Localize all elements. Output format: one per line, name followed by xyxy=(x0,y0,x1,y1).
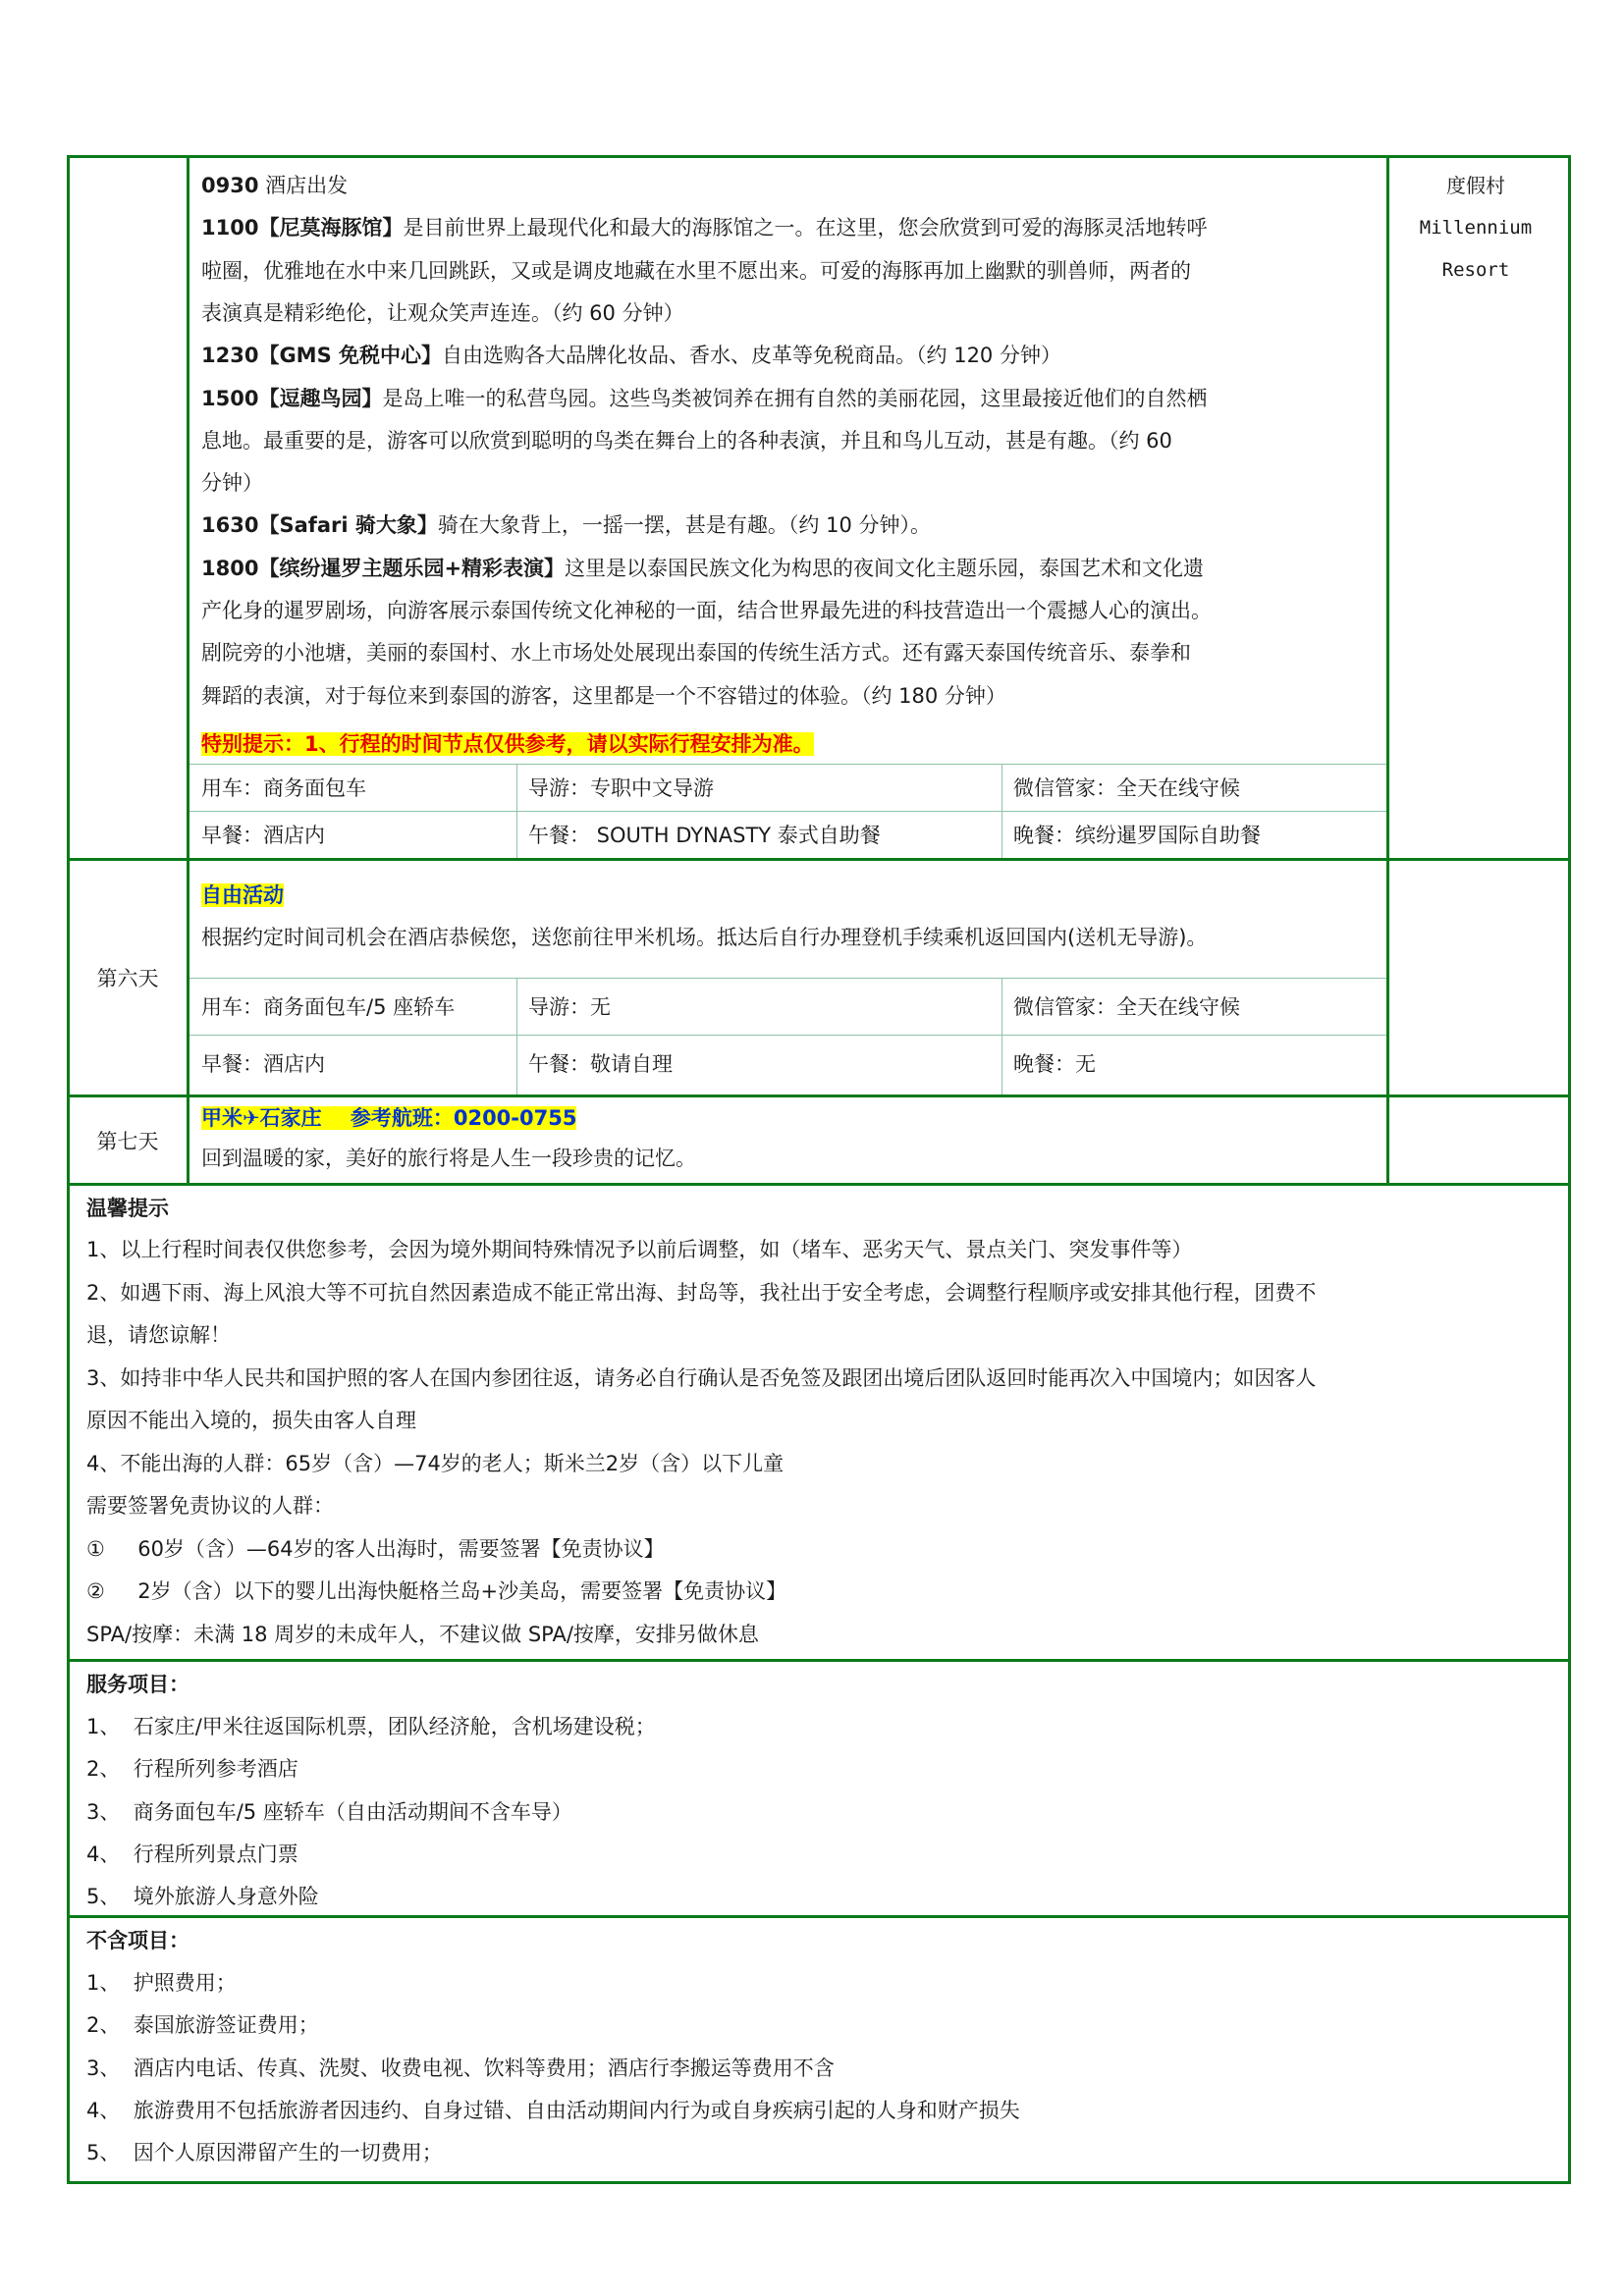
day6-desc: 根据约定时间司机会在酒店恭候您，送您前往甲米机场。抵达后自行办理登机手续乘机返回国内(送机无导游)。 xyxy=(201,926,1208,949)
itinerary-line xyxy=(201,469,263,497)
grid-line xyxy=(516,978,517,1095)
day6-car: 用车：商务面包车/5 座轿车 xyxy=(201,995,456,1019)
row-divider xyxy=(67,1095,1571,1097)
day5-dinner: 晚餐：缤纷暹罗国际自助餐 xyxy=(1013,824,1261,847)
service-line: 1、 石家庄/甲米往返国际机票，团队经济舱，含机场建设税； xyxy=(86,1715,656,1738)
day6-title xyxy=(201,881,284,909)
grid-line xyxy=(189,811,1386,812)
itinerary-text: 酒店出发 xyxy=(258,174,349,197)
itinerary-text: 剧院旁的小池塘，美丽的泰国村、水上市场处处展现出泰国的传统生活方式。还有露天泰国传统音乐、泰拳和 xyxy=(201,641,1191,666)
row-divider xyxy=(67,1915,1571,1918)
row-divider xyxy=(67,1183,1571,1186)
day5-breakfast: 早餐：酒店内 xyxy=(201,824,325,847)
col-divider xyxy=(187,155,189,1183)
tips-line: 2、如遇下雨、海上风浪大等不可抗自然因素造成不能正常出海、封岛等，我社出于安全考虑，会调整行程顺序或安排其他行程，团费不 xyxy=(86,1280,1317,1305)
tips-line: 需要签署免责协议的人群： xyxy=(86,1494,334,1518)
excluded-line: 1、 护照费用； xyxy=(86,1971,237,1995)
itinerary-line xyxy=(201,214,1207,241)
tips-line: 3、如持非中华人民共和国护照的客人在国内参团往返，请务必自行确认是否免签及跟团出境后团队返回时能再次入中国境内；如因客人 xyxy=(86,1365,1317,1390)
tips-line: ② 2岁（含）以下的婴儿出海快艇格兰岛+沙美岛，需要签署【免责协议】 xyxy=(86,1579,787,1603)
itinerary-line xyxy=(201,555,1204,582)
itinerary-text: 1100【尼莫海豚馆】 xyxy=(201,216,404,240)
tips-title: 温馨提示 xyxy=(86,1197,169,1220)
grid-line xyxy=(516,764,517,858)
itinerary-text: 息地。最重要的是，游客可以欣赏到聪明的鸟类在舞台上的各种表演，并且和鸟儿互动，甚是有趣。（约 60 xyxy=(201,428,1172,453)
itinerary-text: 这里是以泰国民族文化为构思的夜间文化主题乐园，泰国艺术和文化遗 xyxy=(565,556,1205,580)
row-divider xyxy=(67,858,1571,861)
grid-line xyxy=(1001,978,1002,1095)
day6-title-text: 自由活动 xyxy=(201,883,284,907)
itinerary-text: 1230【GMS 免税中心】 xyxy=(201,344,443,368)
tips-line: 1、以上行程时间表仅供您参考，会因为境外期间特殊情况予以前后调整，如（堵车、恶劣天气、景点关门、突发事件等） xyxy=(86,1238,1193,1261)
itinerary-text: 1500【逗趣鸟园】 xyxy=(201,386,383,410)
day6-breakfast: 早餐：酒店内 xyxy=(201,1052,325,1076)
day6-label: 第六天 xyxy=(96,967,159,990)
hotel-en-2: Resort xyxy=(1441,259,1510,281)
service-line: 4、 行程所列景点门票 xyxy=(86,1842,298,1866)
itinerary-line xyxy=(201,257,1191,285)
itinerary-line xyxy=(201,342,1061,369)
service-title: 服务项目： xyxy=(86,1673,189,1696)
day6-guide: 导游：无 xyxy=(528,995,611,1019)
grid-line xyxy=(189,1035,1386,1036)
itinerary-line xyxy=(201,385,1207,412)
excluded-line: 3、 酒店内电话、传真、洗熨、收费电视、饮料等费用；酒店行李搬运等费用不含 xyxy=(86,2056,835,2080)
tips-line: ① 60岁（含）—64岁的客人出海时，需要签署【免责协议】 xyxy=(86,1536,665,1561)
special-notice-text: 特别提示：1、行程的时间节点仅供参考，请以实际行程安排为准。 xyxy=(201,732,814,756)
itinerary-line xyxy=(201,299,684,327)
itinerary-text: 啦圈，优雅地在水中来几回跳跃，又或是调皮地藏在水里不愿出来。可爱的海豚再加上幽默的驯兽师，两者的 xyxy=(201,258,1191,283)
tips-line: 4、不能出海的人群：65岁（含）—74岁的老人；斯米兰2岁（含）以下儿童 xyxy=(86,1451,785,1475)
itinerary-text: 是岛上唯一的私营鸟园。这些鸟类被饲养在拥有自然的美丽花园，这里最接近他们的自然栖 xyxy=(382,386,1208,410)
grid-line xyxy=(189,764,1386,765)
day5-car: 用车：商务面包车 xyxy=(201,776,366,800)
tips-line: 退，请您谅解！ xyxy=(86,1323,231,1347)
day7-flight-text: 甲米✈石家庄 参考航班：0200-0755 xyxy=(201,1106,577,1130)
grid-line xyxy=(1001,764,1002,858)
day6-dinner: 晚餐：无 xyxy=(1013,1052,1096,1076)
service-line: 3、 商务面包车/5 座轿车（自由活动期间不含车导） xyxy=(86,1799,572,1824)
hotel-en-1: Millennium xyxy=(1419,217,1533,239)
excluded-line: 5、 因个人原因滞留产生的一切费用； xyxy=(86,2141,443,2165)
grid-line xyxy=(189,978,1386,979)
itinerary-text: 产化身的暹罗剧场，向游客展示泰国传统文化神秘的一面，结合世界最先进的科技营造出一个震撼人心的演出。 xyxy=(201,599,1212,622)
hotel-name xyxy=(1386,165,1565,292)
itinerary-text: 0930 xyxy=(201,174,259,197)
hotel-cn: 度假村 xyxy=(1446,174,1505,197)
itinerary-text: 舞蹈的表演，对于每位来到泰国的游客，这里都是一个不容错过的体验。（约 180 分钟） xyxy=(201,683,1006,708)
day6-lunch: 午餐：敬请自理 xyxy=(528,1052,673,1076)
tips-line: SPA/按摩：未满 18 周岁的未成年人，不建议做 SPA/按摩，安排另做休息 xyxy=(86,1622,759,1646)
special-notice xyxy=(201,730,814,758)
day5-lunch: 午餐： SOUTH DYNASTY 泰式自助餐 xyxy=(528,824,881,847)
itinerary-text: 自由选购各大品牌化妆品、香水、皮革等免税商品。（约 120 分钟） xyxy=(442,344,1061,368)
excluded-line: 4、 旅游费用不包括旅游者因违约、自身过错、自由活动期间内行为或自身疾病引起的人身和财产损失 xyxy=(86,2098,1020,2122)
itinerary-line xyxy=(201,639,1191,667)
row-divider xyxy=(67,1659,1571,1662)
excluded-title: 不含项目： xyxy=(86,1929,189,1952)
itinerary-text: 分钟） xyxy=(201,471,263,496)
service-line: 5、 境外旅游人身意外险 xyxy=(86,1885,319,1909)
col-divider xyxy=(1386,155,1389,1183)
day7-desc: 回到温暖的家，美好的旅行将是人生一段珍贵的记忆。 xyxy=(201,1147,696,1170)
itinerary-line xyxy=(201,427,1172,454)
itinerary-text: 是目前世界上最现代化和最大的海豚馆之一。在这里，您会欣赏到可爱的海豚灵活地转呼 xyxy=(403,216,1208,240)
itinerary-line xyxy=(201,172,348,199)
itinerary-text: 表演真是精彩绝伦，让观众笑声连连。（约 60 分钟） xyxy=(201,300,684,325)
day6-butler: 微信管家：全天在线守候 xyxy=(1013,995,1240,1019)
itinerary-text: 1800【缤纷暹罗主题乐园+精彩表演】 xyxy=(201,556,566,580)
excluded-line: 2、 泰国旅游签证费用； xyxy=(86,2013,319,2038)
service-line: 2、 行程所列参考酒店 xyxy=(86,1757,298,1782)
tips-line: 原因不能出入境的，损失由客人自理 xyxy=(86,1409,416,1432)
day7-flight xyxy=(201,1104,576,1132)
itinerary-line xyxy=(201,682,1006,710)
day5-guide: 导游：专职中文导游 xyxy=(528,776,714,800)
day5-butler: 微信管家：全天在线守候 xyxy=(1013,776,1240,800)
itinerary-text: 1630【Safari 骑大象】 xyxy=(201,513,438,538)
itinerary-line xyxy=(201,511,931,539)
itinerary-text: 骑在大象背上，一摇一摆，甚是有趣。（约 10 分钟）。 xyxy=(437,513,931,538)
itinerary-line xyxy=(201,597,1212,624)
day7-label: 第七天 xyxy=(96,1130,159,1153)
